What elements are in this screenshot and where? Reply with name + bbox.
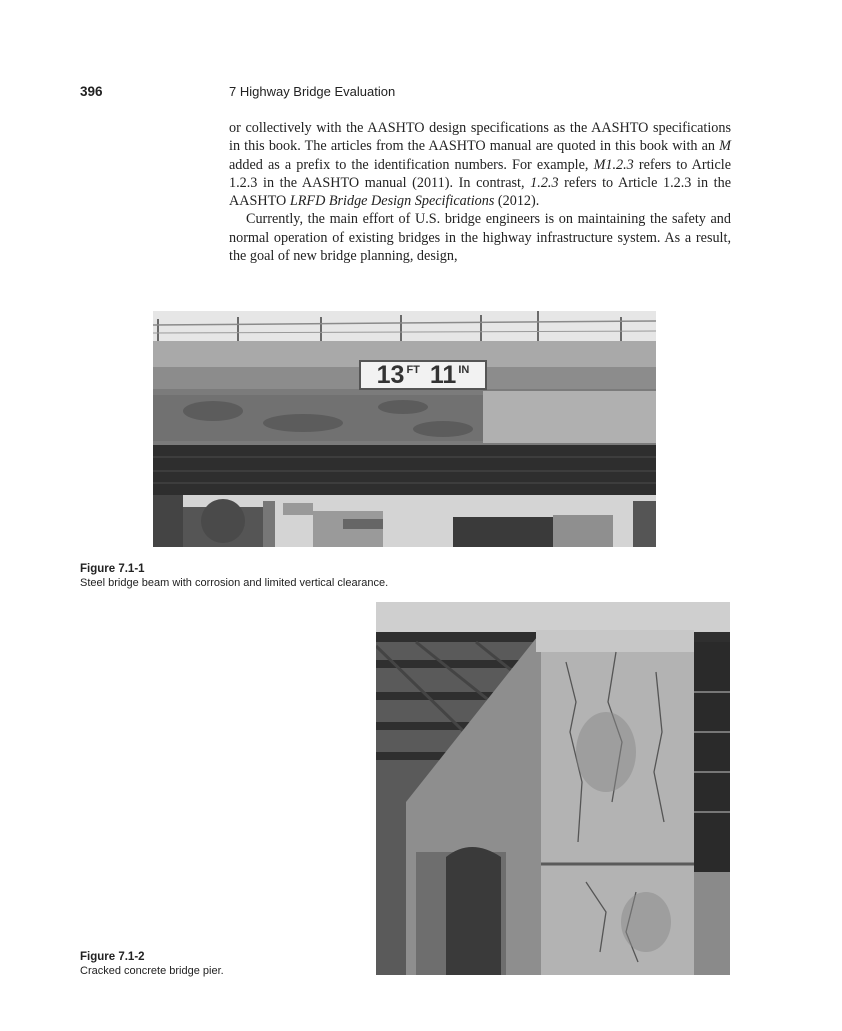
sign-inch-unit: IN	[458, 364, 470, 376]
p1-text-e: (2012).	[494, 193, 540, 210]
figure-label: Figure 7.1-2	[80, 951, 145, 963]
sign-feet-unit: FT	[406, 364, 420, 376]
figure-caption-text: Steel bridge beam with corrosion and limited vertical clearance.	[80, 577, 389, 589]
body-text	[229, 119, 731, 265]
p1-text-b: added as a prefix to the identification numbers. For example,	[229, 156, 594, 173]
sign-feet-number: 13	[376, 360, 405, 389]
article-m123: M1.2.3	[593, 156, 634, 173]
figure-7-1-1-photo	[153, 311, 656, 547]
paragraph-1	[229, 119, 731, 210]
prefix-m: M	[719, 138, 731, 155]
article-123: 1.2.3	[530, 174, 559, 191]
p1-text-c: refers to Article 1.2.3 in the AASHTO manual (2011). In contrast,	[229, 156, 732, 191]
sign-inch-number: 11	[429, 360, 457, 389]
bridge-beam-illustration	[153, 311, 656, 547]
running-head: 7 Highway Bridge Evaluation	[229, 84, 396, 99]
figure-7-1-2-photo	[376, 602, 730, 975]
figure-7-1-2-caption	[80, 950, 224, 978]
page-number: 396	[80, 84, 103, 99]
concrete-pier-illustration	[376, 602, 730, 975]
p1-text-a: or collectively with the AASHTO design specifications as the AASHTO specifications in this book. The articles from the AASHTO manual are quoted in this book with an	[229, 120, 731, 155]
figure-caption-text: Cracked concrete bridge pier.	[80, 965, 224, 977]
clearance-sign	[359, 360, 487, 390]
lrfd-title: LRFD Bridge Design Specifications	[289, 193, 495, 210]
p1-text-d: refers to Article 1.2.3 in the AASHTO	[229, 174, 731, 210]
figure-7-1-1-caption	[80, 562, 388, 590]
paragraph-2: Currently, the main effort of U.S. bridge engineers is on maintaining the safety and normal operation of existing bridges in the highway infrastructure system. As a result, the goal of new bridge planning, design,	[229, 211, 731, 265]
figure-label: Figure 7.1-1	[80, 563, 145, 575]
